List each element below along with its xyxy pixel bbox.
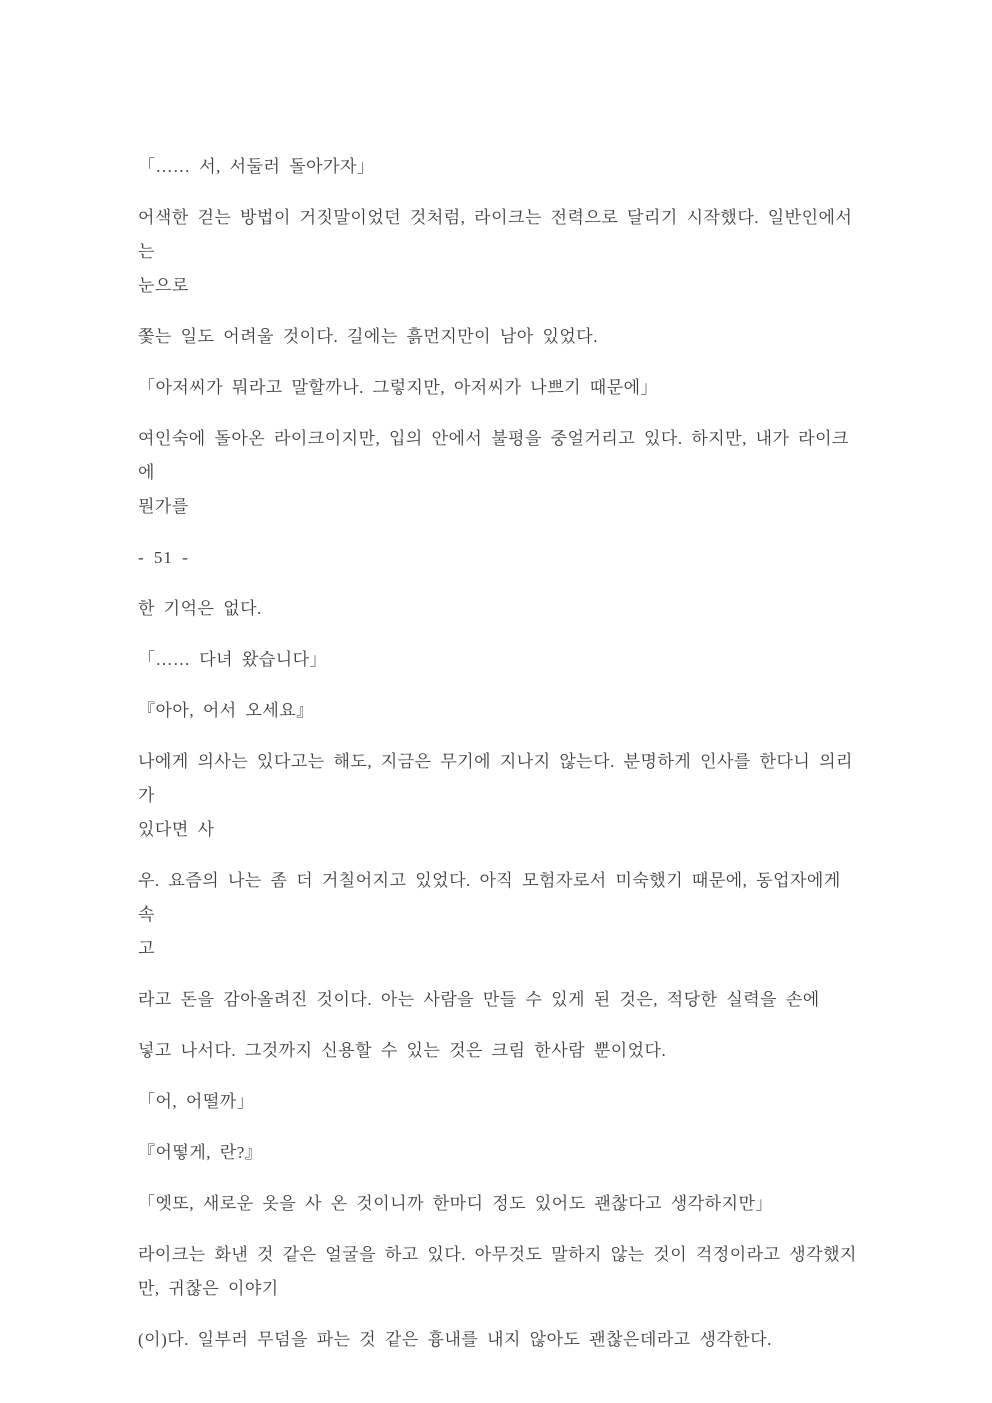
paragraph-narration: [138, 864, 862, 966]
paragraph-narration: [138, 1238, 862, 1306]
paragraph-list: [138, 150, 862, 1357]
paragraph-dialogue: [138, 1187, 862, 1221]
text-line: 나에게 의사는 있다고는 해도, 지금은 무기에 지나지 않는다. 분명하게 인사를 한다니 의리가: [138, 752, 853, 805]
text-line: 「어, 어떨까」: [138, 1092, 255, 1111]
text-line: 『아아, 어서 오세요』: [138, 701, 314, 720]
text-line: 라고 돈을 감아올려진 것이다. 아는 사람을 만들 수 있게 된 것은, 적당한 실력을 손에: [138, 990, 820, 1009]
paragraph-narration: [138, 745, 862, 847]
text-line: 쫓는 일도 어려울 것이다. 길에는 흙먼지만이 남아 있었다.: [138, 327, 598, 346]
text-line: 「…… 서, 서둘러 돌아가자」: [138, 157, 375, 176]
paragraph-narration: [138, 983, 862, 1017]
text-line: 「아저씨가 뭐라고 말할까나. 그렇지만, 아저씨가 나쁘기 때문에」: [138, 378, 659, 397]
paragraph-narration: [138, 422, 862, 524]
text-line: 『어떻게, 란?』: [138, 1143, 263, 1162]
text-line: 여인숙에 돌아온 라이크이지만, 입의 안에서 불평을 중얼거리고 있다. 하지만, 내가 라이크에: [138, 429, 849, 482]
text-line: 만, 귀찮은 이야기: [138, 1279, 279, 1298]
text-line: 있다면 사: [138, 820, 215, 839]
text-line: (이)다. 일부러 무덤을 파는 것 같은 흉내를 내지 않아도 괜찮은데라고 생각한다.: [138, 1330, 772, 1349]
text-line: 「…… 다녀 왔습니다」: [138, 650, 328, 669]
paragraph-dialogue: [138, 150, 862, 184]
paragraph-dialogue: [138, 643, 862, 677]
page-number-marker: [138, 541, 862, 575]
paragraph-narration: [138, 592, 862, 626]
text-line: 라이크는 화낸 것 같은 얼굴을 하고 있다. 아무것도 말하지 않는 것이 걱정이라고 생각했지: [138, 1245, 857, 1264]
paragraph-narration: [138, 1323, 862, 1357]
paragraph-narration: [138, 201, 862, 303]
paragraph-narration: [138, 1034, 862, 1068]
text-line: - 51 -: [138, 548, 189, 567]
text-line: 우. 요즘의 나는 좀 더 거칠어지고 있었다. 아직 모험자로서 미숙했기 때문에, 동업자에게 속: [138, 871, 841, 924]
text-line: 넣고 나서다. 그것까지 신용할 수 있는 것은 크림 한사람 뿐이었다.: [138, 1041, 667, 1060]
paragraph-dialogue: [138, 371, 862, 405]
text-line: 뭔가를: [138, 497, 189, 516]
text-line: 한 기억은 없다.: [138, 599, 262, 618]
text-line: 「엣또, 새로운 옷을 사 온 것이니까 한마디 정도 있어도 괜찮다고 생각하지만」: [138, 1194, 773, 1213]
text-line: 눈으로: [138, 276, 189, 295]
text-line: 고: [138, 939, 155, 958]
paragraph-dialogue: [138, 694, 862, 728]
paragraph-dialogue: [138, 1085, 862, 1119]
paragraph-dialogue: [138, 1136, 862, 1170]
paragraph-narration: [138, 320, 862, 354]
text-line: 어색한 걷는 방법이 거짓말이었던 것처럼, 라이크는 전력으로 달리기 시작했다. 일반인에서는: [138, 208, 853, 261]
